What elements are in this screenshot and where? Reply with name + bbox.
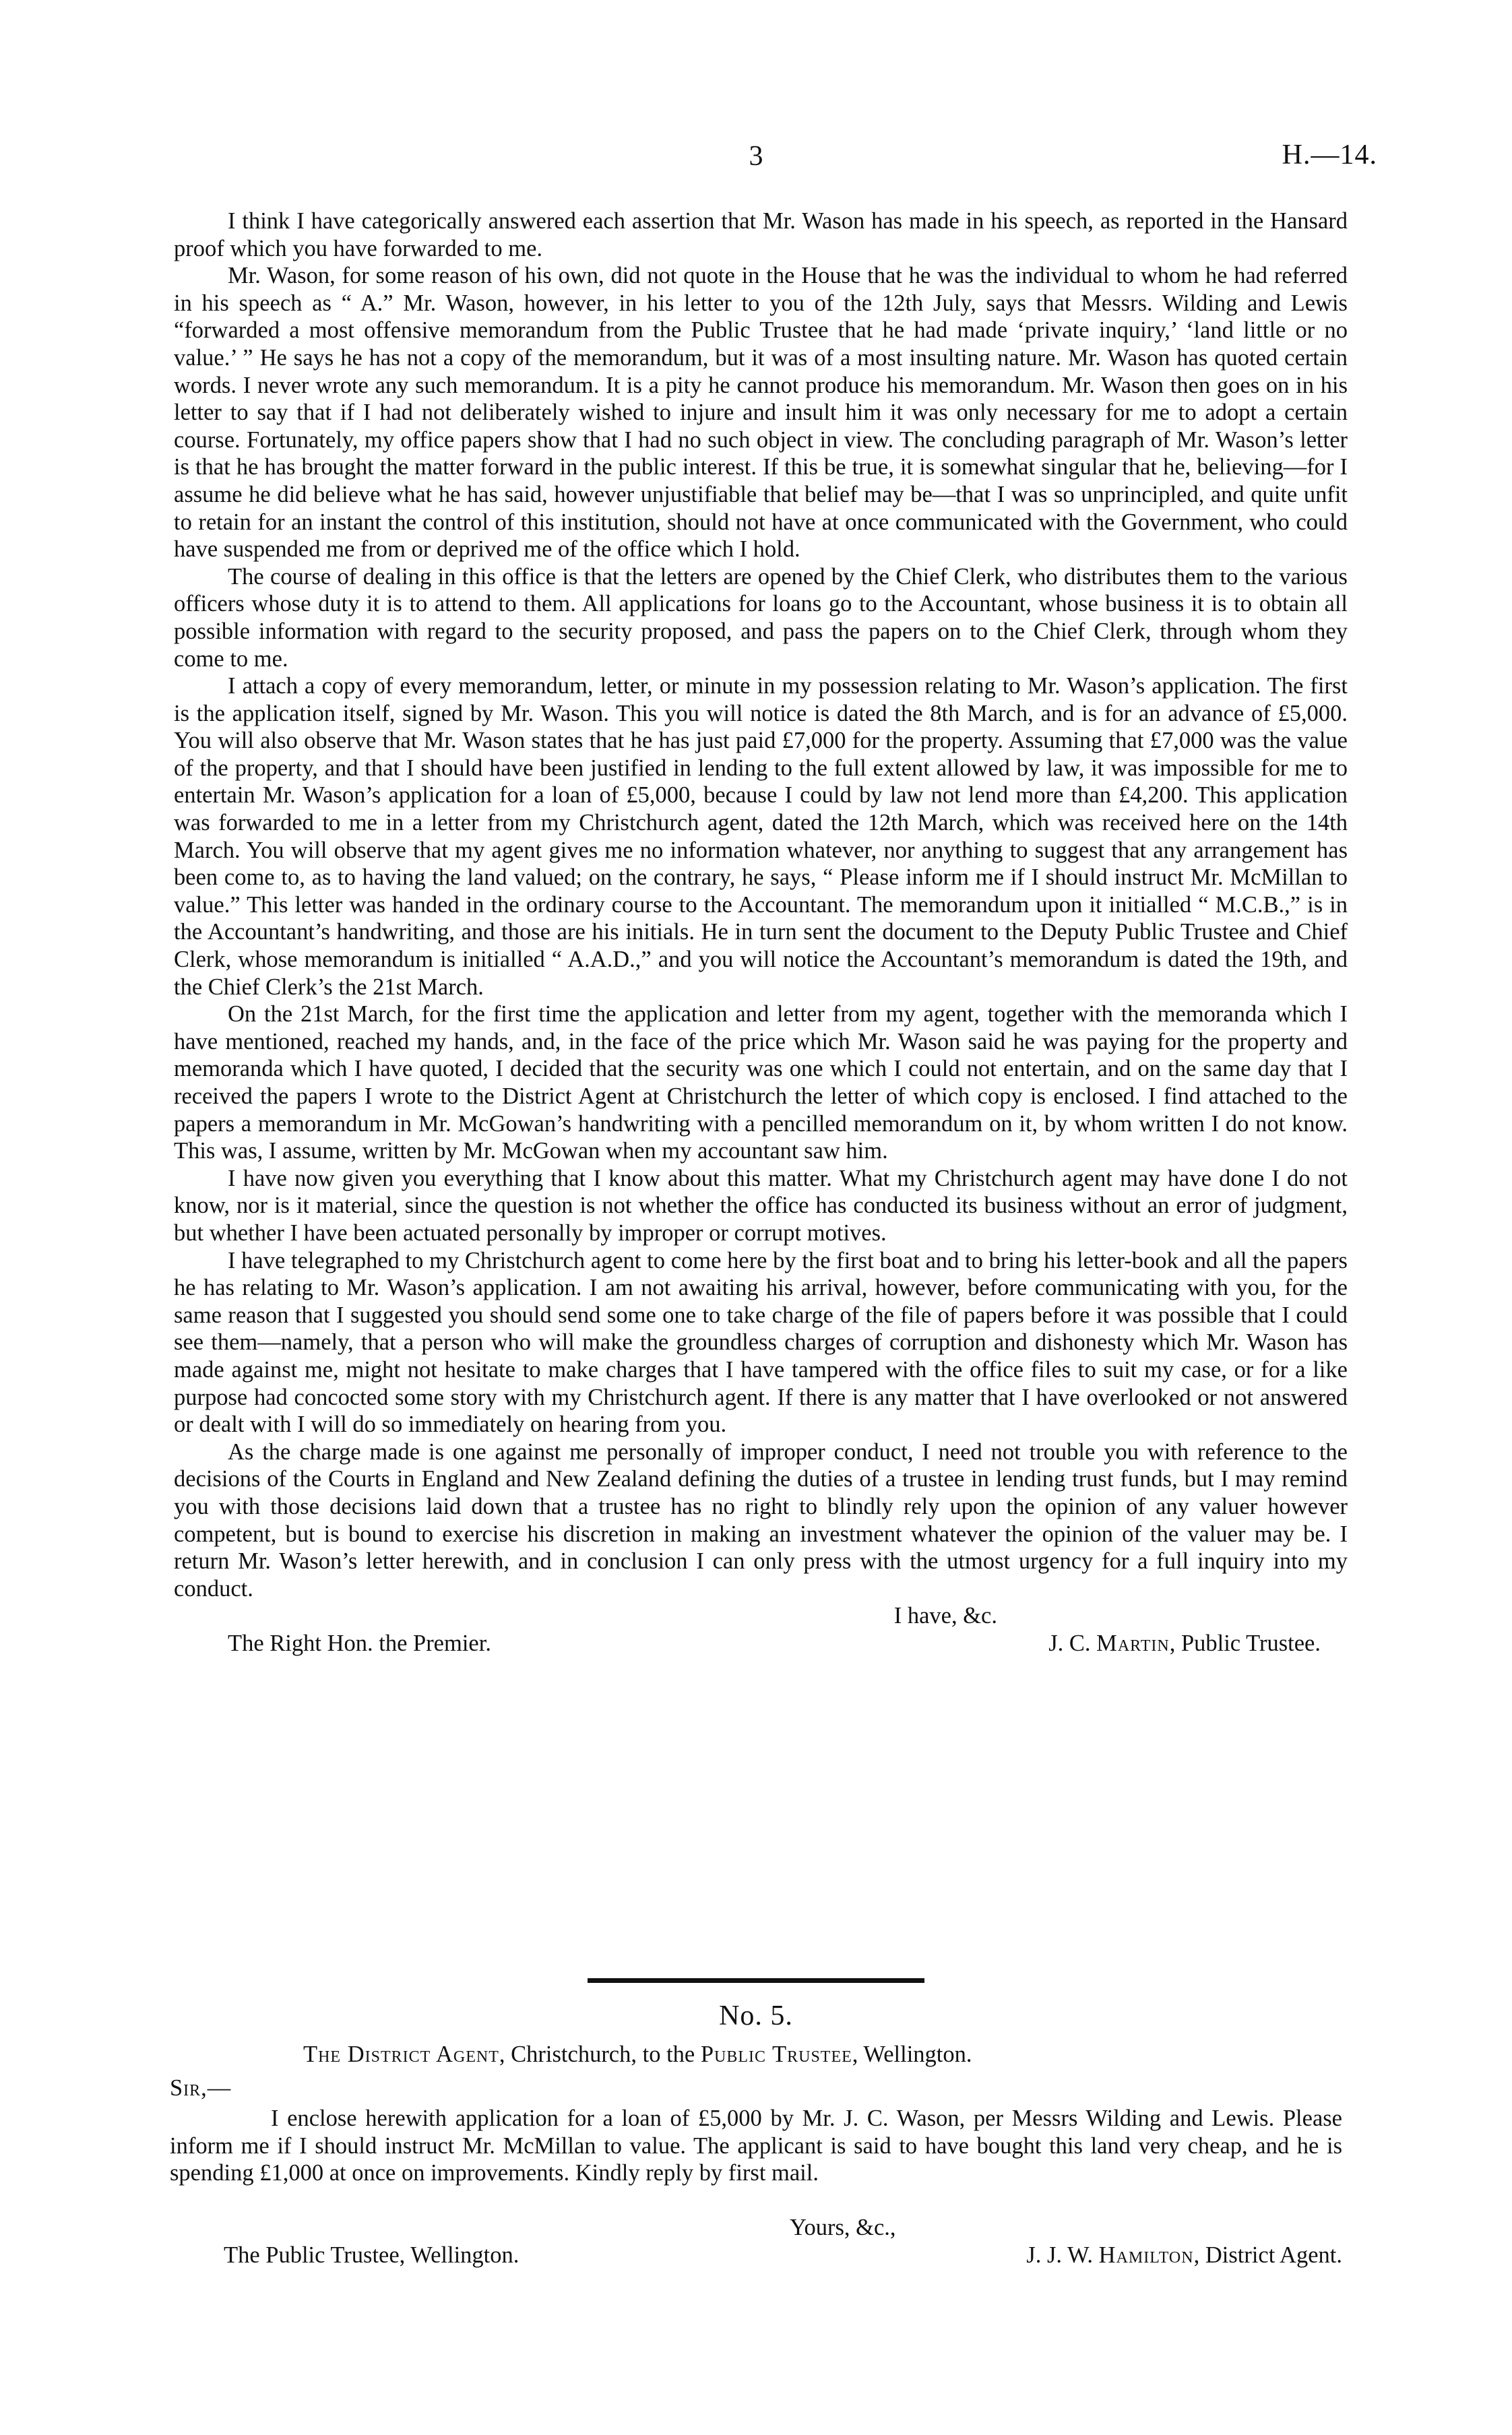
letter-4-body xyxy=(174,208,1348,1657)
letter-closing xyxy=(174,1602,1348,1630)
closing-text: Yours, &c., xyxy=(790,2215,896,2240)
paragraph: I enclose herewith application for a loan of £5,000 by Mr. J. C. Wason, per Messrs Wilding and Lewis. Please inform me if I should instruct Mr. McMillan to value. The applicant is said to have bought this land very cheap, and he is spending £1,000 at once on improvements. Kindly reply by first mail. xyxy=(170,2106,1342,2186)
signatory-title: , District Agent. xyxy=(1193,2242,1342,2268)
signatory-initials: J. J. W. xyxy=(1026,2242,1094,2268)
paragraph: On the 21st March, for the first time the application and letter from my agent, together with the memoranda which I have mentioned, reached my hands, and, in the face of the price which Mr. Wason said he was paying for the property and memoranda which I have quoted, I decided that the security was one which I could not entertain, and on the same day that I received the papers I wrote to the District Agent at Christchurch the letter of which copy is enclosed. I find attached to the papers a memorandum in Mr. McGowan’s handwriting with a pencilled memorandum on it, by whom written I do not know. This was, I assume, written by Mr. McGowan when my accountant saw him. xyxy=(174,1001,1348,1164)
paragraph: As the charge made is one against me personally of improper conduct, I need not trouble you with reference to the decisions of the Courts in England and New Zealand defining the duties of a trustee in lending trust funds, but I may remind you with those decisions laid down that a trustee has no right to blindly rely upon the opinion of any valuer however competent, but is bound to exercise his discretion in making an investment whatever the opinion of the valuer may be. I return Mr. Wason’s letter herewith, and in conclusion I can only press with the utmost urgency for a full inquiry into my conduct. xyxy=(174,1438,1348,1602)
paragraph: I think I have categorically answered each assertion that Mr. Wason has made in his speech, as reported in the Hansard proof which you have forwarded to me. xyxy=(174,208,1348,261)
signature xyxy=(1026,2242,1342,2269)
salutation: Sir,— xyxy=(170,2075,232,2101)
letter-header xyxy=(303,2042,1354,2068)
paragraph: I attach a copy of every memorandum, letter, or minute in my possession relating to Mr. Wason’s application. The first is the application itself, signed by Mr. Wason. This you will notice is dated the 8th March, and is for an advance of £5,000. You will also observe that Mr. Wason states that he has just paid £7,000 for the property. Assuming that £7,000 was the value of the property, and that I should have been justified in lending to the full extent allowed by law, it was impossible for me to entertain Mr. Wason’s application for a loan of £5,000, because I could by law not lend more than £4,200. This application was forwarded to me in a letter from my Christchurch agent, dated the 12th March, which was received here on the 14th March. You will observe that my agent gives me no information whatever, nor anything to suggest that any arrangement has been come to, as to having the land valued; on the contrary, he says, “ Please inform me if I should instruct Mr. McMillan to value.” This letter was handed in the ordinary course to the Accountant. The memorandum upon it initialled “ M.C.B.,” is in the Accountant’s handwriting, and those are his initials. He in turn sent the document to the Deputy Public Trustee and Chief Clerk, whose memorandum is initialled “ A.A.D.,” and you will notice the Accountant’s memorandum is dated the 19th, and the Chief Clerk’s the 21st March. xyxy=(174,673,1348,1000)
addressee: The Right Hon. the Premier. xyxy=(228,1630,491,1656)
recipient-place: , Wellington. xyxy=(852,2042,972,2067)
signatory-surname: Martin xyxy=(1096,1630,1170,1656)
paragraph: Mr. Wason, for some reason of his own, did not quote in the House that he was the individual to whom he had referred in his speech as “ A.” Mr. Wason, however, in his letter to you of the 12th July, says that Messrs. Wilding and Lewis “forwarded a most offensive memorandum from the Public Trustee that he had made ‘private inquiry,’ ‘land little or no value.’ ” He says he has not a copy of the memorandum, but it was of a most insulting nature. Mr. Wason has quoted certain words. I never wrote any such memorandum. It is a pity he cannot produce his memorandum. Mr. Wason then goes on in his letter to say that if I had not deliberately wished to injure and insult him it was only necessary for me to adopt a certain course. Fortunately, my office papers show that I had no such object in view. The concluding paragraph of Mr. Wason’s letter is that he has brought the matter forward in the public interest. If this be true, it is somewhat singular that he, believing—for I assume he did believe what he has said, however unjustifiable that belief may be—that I was so unprincipled, and quite unfit to retain for an instant the control of this institution, should not have at once communicated with the Government, who could have suspended me from or deprived me of the office which I hold. xyxy=(174,263,1348,563)
signature-row xyxy=(174,1630,1348,1657)
letter-5-body xyxy=(170,2105,1342,2187)
signature xyxy=(1048,1630,1348,1657)
document-reference: H.—14. xyxy=(1282,139,1377,170)
closing-text: I have, &c. xyxy=(893,1603,997,1629)
signatory-surname: Hamilton xyxy=(1098,2242,1194,2268)
signatory-title: , Public Trustee. xyxy=(1169,1630,1321,1656)
section-heading: No. 5. xyxy=(719,2000,793,2031)
paragraph: I have now given you everything that I know about this matter. What my Christchurch agent may have done I do not know, nor is it material, since the question is not whether the office has conducted its business without an error of judgment, but whether I have been actuated personally by improper or corrupt motives. xyxy=(174,1165,1348,1246)
paragraph: I have telegraphed to my Christchurch agent to come here by the first boat and to bring his letter-book and all the papers he has relating to Mr. Wason’s application. I am not awaiting his arrival, however, before communicating with you, for the same reason that I suggested you should send some one to take charge of the file of papers before it was possible that I could see them—namely, that a person who will make the groundless charges of corruption and dishonesty which Mr. Wason has made against me, might not hesitate to make charges that I have tampered with the office files to suit my case, or for a like purpose had concocted some story with my Christchurch agent. If there is any matter that I have overlooked or not answered or dealt with I will do so immediately on hearing from you. xyxy=(174,1247,1348,1438)
sender-place: , Christchurch, to the xyxy=(499,2042,701,2067)
page-number: 3 xyxy=(749,141,763,172)
addressee: The Public Trustee, Wellington. xyxy=(224,2242,519,2268)
sender-title: The District Agent xyxy=(303,2042,499,2067)
paragraph: The course of dealing in this office is that the letters are opened by the Chief Clerk, who distributes them to the various officers whose duty it is to attend to them. All applications for loans go to the Accountant, whose business it is to obtain all possible information with regard to the security proposed, and pass the papers on to the Chief Clerk, through whom they come to me. xyxy=(174,563,1348,672)
recipient-title: Public Trustee xyxy=(700,2042,852,2067)
section-divider xyxy=(588,1978,924,1983)
signatory-initials: J. C. xyxy=(1048,1630,1091,1656)
